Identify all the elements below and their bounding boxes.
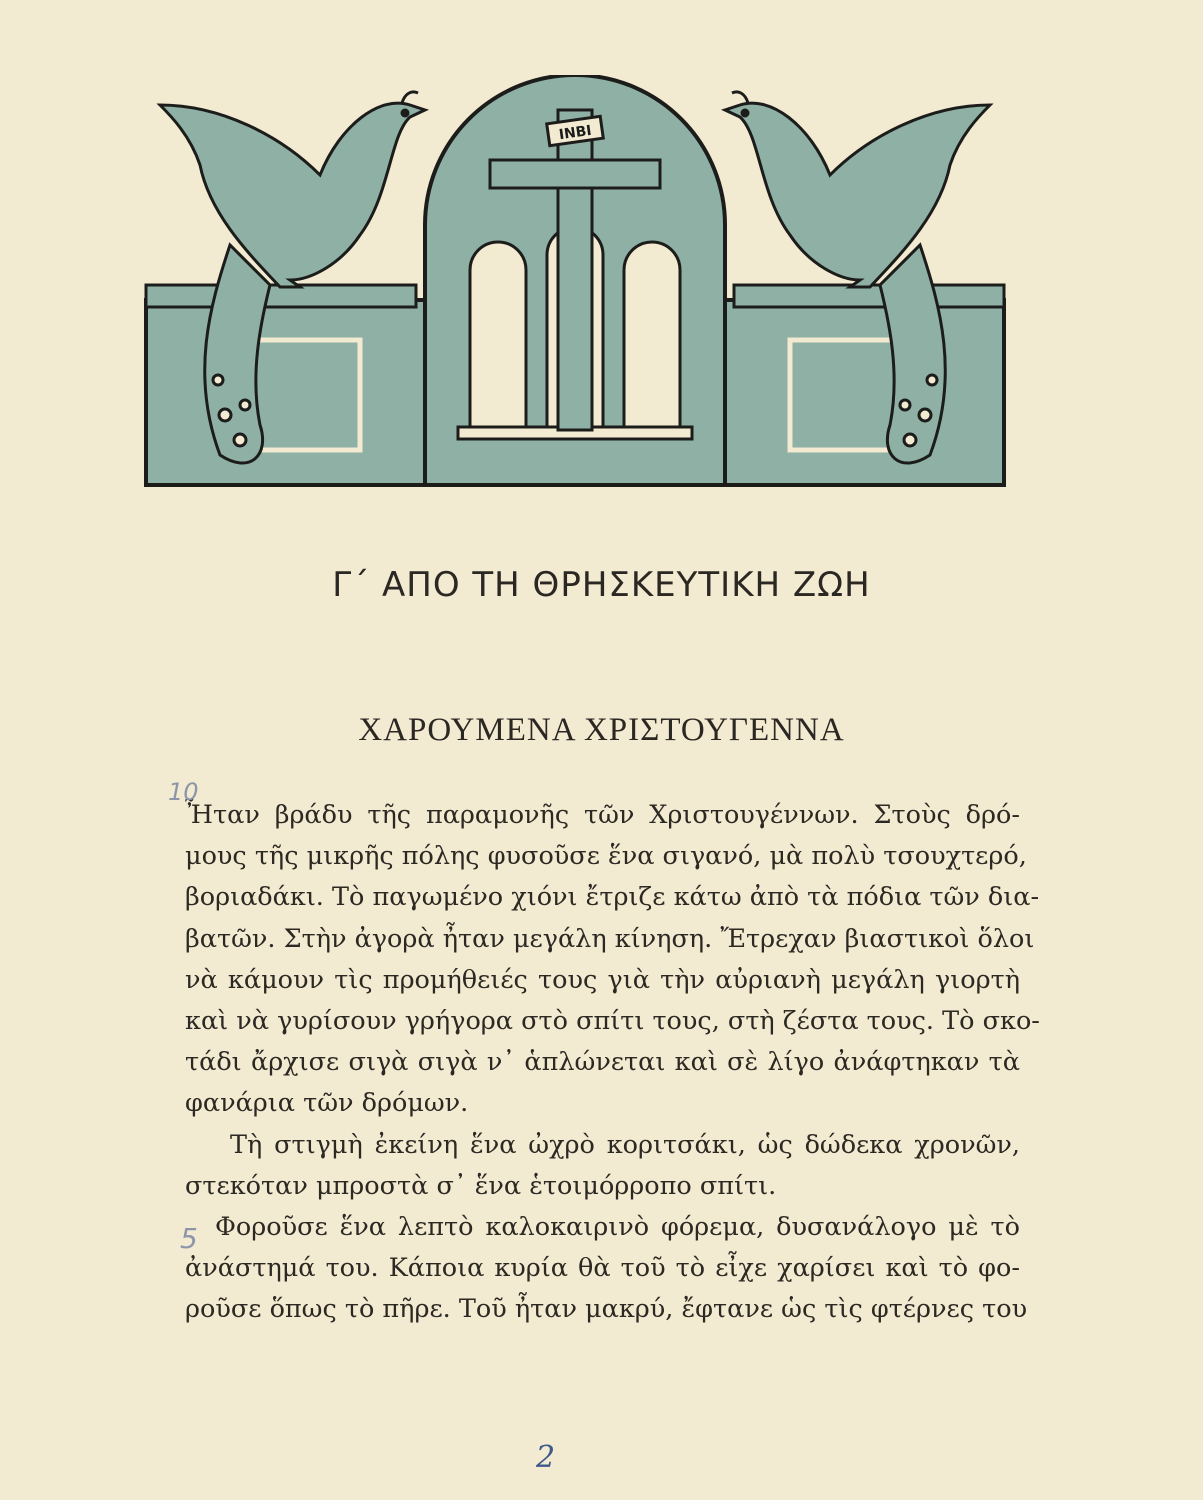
story-title: ΧΑΡΟΥΜΕΝΑ ΧΡΙΣΤΟΥΓΕΝΝΑ bbox=[358, 712, 845, 748]
text-line: βατῶν. Στὴν ἀγορὰ ἦταν μεγάλη κίνηση. Ἔτρεχαν βιαστικοὶ ὅλοι bbox=[185, 923, 1035, 954]
handwritten-margin-number: 10 bbox=[168, 778, 199, 806]
text-line: ἀνάστημά του. Κάποια κυρία θὰ τοῦ τὸ εἶχε χαρίσει καὶ τὸ φο- bbox=[185, 1253, 1020, 1284]
handwritten-footer-mark: 2 bbox=[536, 1440, 556, 1475]
text-line: Ἦταν βράδυ τῆς παραμονῆς τῶν Χριστουγέννων. Στοὺς δρό- bbox=[185, 800, 1020, 830]
text-line: μους τῆς μικρῆς πόλης φυσοῦσε ἕνα σιγανό, μὰ πολὺ τσουχτερό, bbox=[185, 841, 1027, 872]
handwritten-margin-five: 5 bbox=[180, 1222, 198, 1255]
text-line: Τὴ στιγμὴ ἐκείνη ἕνα ὠχρὸ κοριτσάκι, ὡς δώδεκα χρονῶν, bbox=[230, 1129, 1020, 1160]
text-line: τάδι ἄρχισε σιγὰ σιγὰ ν᾽ ἁπλώνεται καὶ σὲ λίγο ἀνάφτηκαν τὰ bbox=[185, 1047, 1020, 1078]
text-line: καὶ νὰ γυρίσουν γρήγορα στὸ σπίτι τους, στὴ ζέστα τους. Τὸ σκο- bbox=[185, 1005, 1040, 1036]
paragraph-3 bbox=[185, 1207, 1028, 1331]
text-line: βοριαδάκι. Τὸ παγωμένο χιόνι ἔτριζε κάτω ἀπὸ τὰ πόδια τῶν δια- bbox=[185, 882, 1040, 913]
paragraph-1 bbox=[185, 795, 1040, 1125]
text-line: φανάρια τῶν δρόμων. bbox=[185, 1088, 469, 1119]
text-line: στεκόταν μπροστὰ σ᾽ ἕνα ἑτοιμόρροπο σπίτι. bbox=[185, 1170, 777, 1201]
cross-inscription: INBI bbox=[557, 122, 593, 144]
text-line: ροῦσε ὅπως τὸ πῆρε. Τοῦ ἦταν μακρύ, ἔφτανε ὡς τὶς φτέρνες του bbox=[185, 1294, 1028, 1325]
section-title: Γ΄ ΑΠΟ ΤΗ ΘΡΗΣΚΕΥΤΙΚΗ ΖΩΗ bbox=[332, 565, 871, 605]
peacocks-and-cross-vignette bbox=[140, 75, 1010, 495]
story-body bbox=[185, 795, 1040, 1330]
paragraph-2 bbox=[185, 1125, 1020, 1207]
text-line: νὰ κάμουν τὶς προμήθειές τους γιὰ τὴν αὐριανὴ μεγάλη γιορτὴ bbox=[185, 964, 1020, 995]
text-line: Φοροῦσε ἕνα λεπτὸ καλοκαιρινὸ φόρεμα, δυσανάλογο μὲ τὸ bbox=[215, 1211, 1020, 1242]
